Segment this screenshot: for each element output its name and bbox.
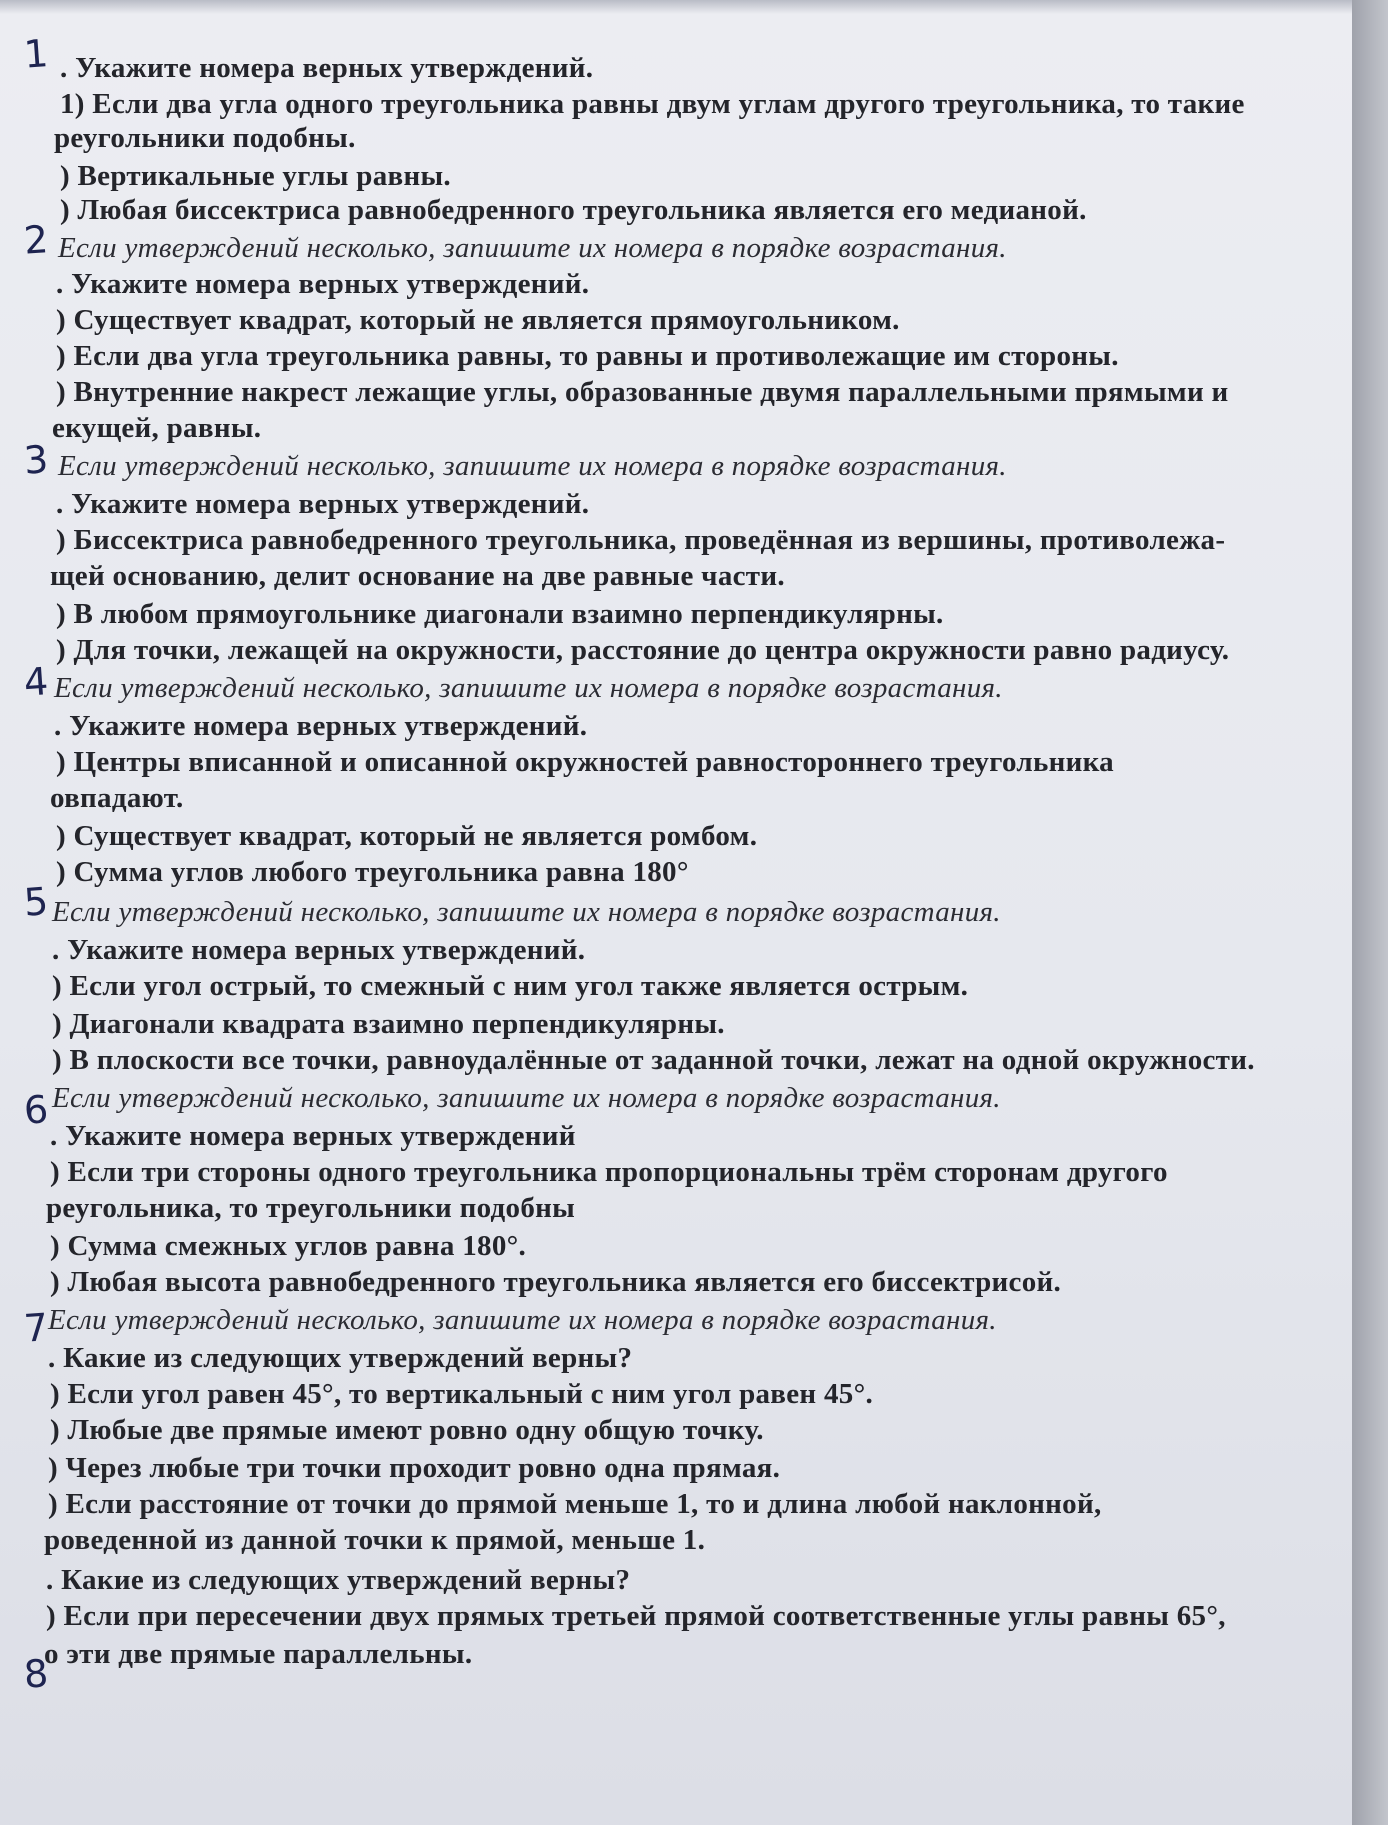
statement-line: . Укажите номера верных утверждений. — [56, 268, 590, 300]
statement-line: ) В плоскости все точки, равноудалённые от заданной точки, лежат на одной окружности. — [52, 1044, 1255, 1076]
handwritten-task-number: 7 — [22, 1305, 50, 1351]
page-edge-shadow — [1352, 0, 1388, 1825]
statement-line: ) Через любые три точки проходит ровно одна прямая. — [48, 1452, 781, 1484]
statement-line: щей основанию, делит основание на две равные части. — [50, 560, 785, 592]
statement-line: . Укажите номера верных утверждений. — [52, 934, 586, 966]
statement-line: екущей, равны. — [52, 412, 262, 444]
handwritten-task-number: 3 — [22, 437, 50, 483]
handwritten-task-number: 1 — [22, 31, 50, 77]
instruction-line: Если утверждений несколько, запишите их номера в порядке возрастания. — [48, 1304, 997, 1336]
statement-line: роведенной из данной точки к прямой, меньше 1. — [44, 1524, 706, 1556]
statement-line: ) Центры вписанной и описанной окружностей равностороннего треугольника — [56, 746, 1114, 778]
statement-line: . Какие из следующих утверждений верны? — [46, 1564, 631, 1596]
statement-line: ) Если расстояние от точки до прямой меньше 1, то и длина любой наклонной, — [48, 1488, 1102, 1520]
statement-line: ) Вертикальные углы равны. — [60, 160, 451, 192]
handwritten-task-number: 6 — [22, 1087, 50, 1133]
statement-line: ) Биссектриса равнобедренного треугольника, проведённая из вершины, противолежа- — [56, 524, 1226, 556]
statement-line: ) Если угол равен 45°, то вертикальный с ним угол равен 45°. — [50, 1378, 874, 1410]
statement-line: о эти две прямые параллельны. — [44, 1638, 473, 1670]
handwritten-task-number: 4 — [22, 659, 50, 705]
instruction-line: Если утверждений несколько, запишите их номера в порядке возрастания. — [52, 1082, 1001, 1114]
statement-line: ) Любые две прямые имеют ровно одну общую точку. — [50, 1414, 764, 1446]
statement-line: ) Если при пересечении двух прямых третьей прямой соответственные углы равны 65°, — [46, 1600, 1226, 1632]
handwritten-task-number: 8 — [22, 1651, 50, 1697]
instruction-line: Если утверждений несколько, запишите их номера в порядке возрастания. — [58, 232, 1007, 264]
statement-line: овпадают. — [50, 782, 184, 814]
statement-line: ) Для точки, лежащей на окружности, расстояние до центра окружности равно радиусу. — [56, 634, 1230, 666]
cut-off-header — [0, 0, 1352, 14]
statement-line: . Укажите номера верных утверждений. — [54, 710, 588, 742]
instruction-line: Если утверждений несколько, запишите их номера в порядке возрастания. — [58, 450, 1007, 482]
statement-line: . Укажите номера верных утверждений. — [56, 488, 590, 520]
instruction-line: Если утверждений несколько, запишите их номера в порядке возрастания. — [52, 896, 1001, 928]
statement-line: . Укажите номера верных утверждений. — [60, 52, 594, 84]
statement-line: ) Существует квадрат, который не является ромбом. — [56, 820, 758, 852]
statement-line: ) Сумма углов любого треугольника равна 180° — [56, 856, 689, 888]
statement-line: ) Любая высота равнобедренного треугольника является его биссектрисой. — [50, 1266, 1062, 1298]
statement-line: ) Сумма смежных углов равна 180°. — [50, 1230, 527, 1262]
statement-line: реугольника, то треугольники подобны — [46, 1192, 576, 1224]
statement-line: ) Любая биссектриса равнобедренного треугольника является его медианой. — [60, 194, 1087, 226]
statement-line: ) Существует квадрат, который не является прямоугольником. — [56, 304, 900, 336]
statement-line: ) Диагонали квадрата взаимно перпендикулярны. — [52, 1008, 725, 1040]
statement-line: ) Если два угла треугольника равны, то равны и противолежащие им стороны. — [56, 340, 1119, 372]
statement-line: . Какие из следующих утверждений верны? — [48, 1342, 633, 1374]
statement-line: . Укажите номера верных утверждений — [50, 1120, 576, 1152]
instruction-line: Если утверждений несколько, запишите их номера в порядке возрастания. — [54, 672, 1003, 704]
statement-line: ) Внутренние накрест лежащие углы, образованные двумя параллельными прямыми и — [56, 376, 1229, 408]
statement-line: реугольники подобны. — [54, 122, 356, 154]
handwritten-task-number: 2 — [22, 217, 50, 263]
handwritten-task-number: 5 — [22, 879, 50, 925]
statement-line: 1) Если два угла одного треугольника равны двум углам другого треугольника, то такие — [60, 88, 1245, 120]
statement-line: ) Если три стороны одного треугольника пропорциональны трём сторонам другого — [50, 1156, 1168, 1188]
statement-line: ) В любом прямоугольнике диагонали взаимно перпендикулярны. — [56, 598, 944, 630]
statement-line: ) Если угол острый, то смежный с ним угол также является острым. — [52, 970, 969, 1002]
